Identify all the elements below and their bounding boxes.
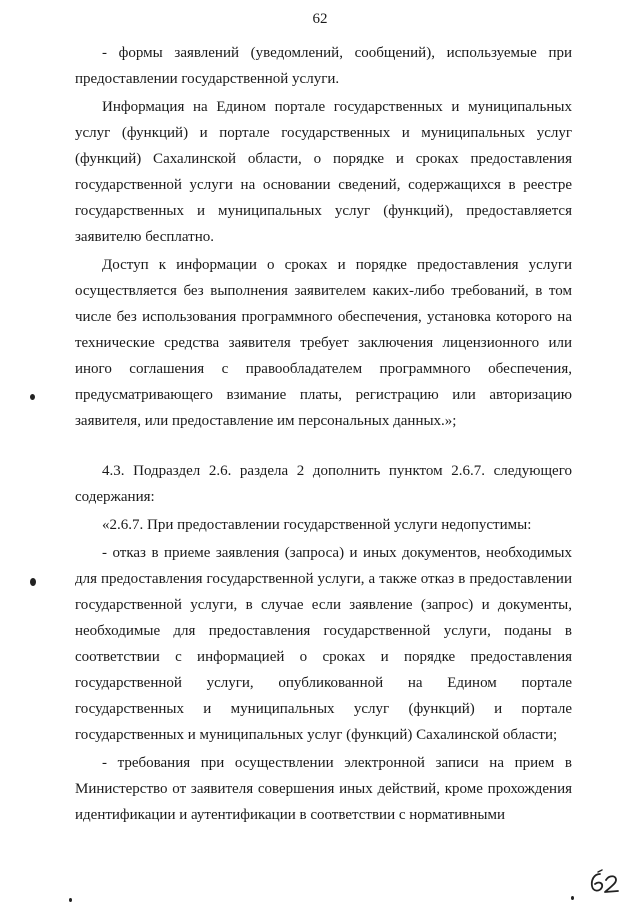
paragraph-forms: - формы заявлений (уведомлений, сообщений), используемые при предоставлении государственной услуги. [75,45,572,87]
paragraph-2-6-7-heading: «2.6.7. При предоставлении государственной услуги недопустимы: [102,517,532,533]
scan-speck [571,896,574,900]
paragraph-amendment-4-3: 4.3. Подраздел 2.6. раздела 2 дополнить пунктом 2.6.7. следующего содержания: [75,463,572,505]
paragraph-refusal: - отказ в приеме заявления (запроса) и иных документов, необходимых для предоставления государственной услуги, а также отказ в предоставлении государственной услуги, в случае если заявление (запрос) и документы, необходимые для предоставления государственной услуги, поданы в соответствии с информацией о сроках и порядке предоставления государственной услуги, опубликованной на Едином портале государственных и муниципальных услуг (функций) и портале государственных и муниципальных услуг (функций) Сахалинской области; [75,545,572,743]
scan-speck [69,898,72,902]
paragraph-portal-info: Информация на Едином портале государственных и муниципальных услуг (функций) и портале государственных и муниципальных услуг (функций) Сахалинской области, о порядке и сроках предоставления государственной услуги на основании сведений, содержащихся в реестре государственных и муниципальных услуг (функций), предоставляется заявителю бесплатно. [75,99,572,245]
document-body [75,40,572,830]
section-gap [75,436,572,458]
paragraph-requirements: - требования при осуществлении электронной записи на прием в Министерство от заявителя совершения иных действий, кроме прохождения идентификации и аутентификации в соответствии с нормативными [75,755,572,823]
page-number: 62 [312,11,328,27]
scan-speck [30,394,35,400]
handwritten-page-number-mark [588,868,622,896]
paragraph-access: Доступ к информации о сроках и порядке предоставления услуги осуществляется без выполнения заявителем каких-либо требований, в том числе без использования программного обеспечения, установка которого на технические средства заявителя требует заключения лицензионного или иного соглашения с правообладателем программного обеспечения, предусматривающего взимание платы, регистрацию или авторизацию заявителя, или предоставление им персональных данных.»; [75,257,572,429]
scan-speck [30,578,36,586]
